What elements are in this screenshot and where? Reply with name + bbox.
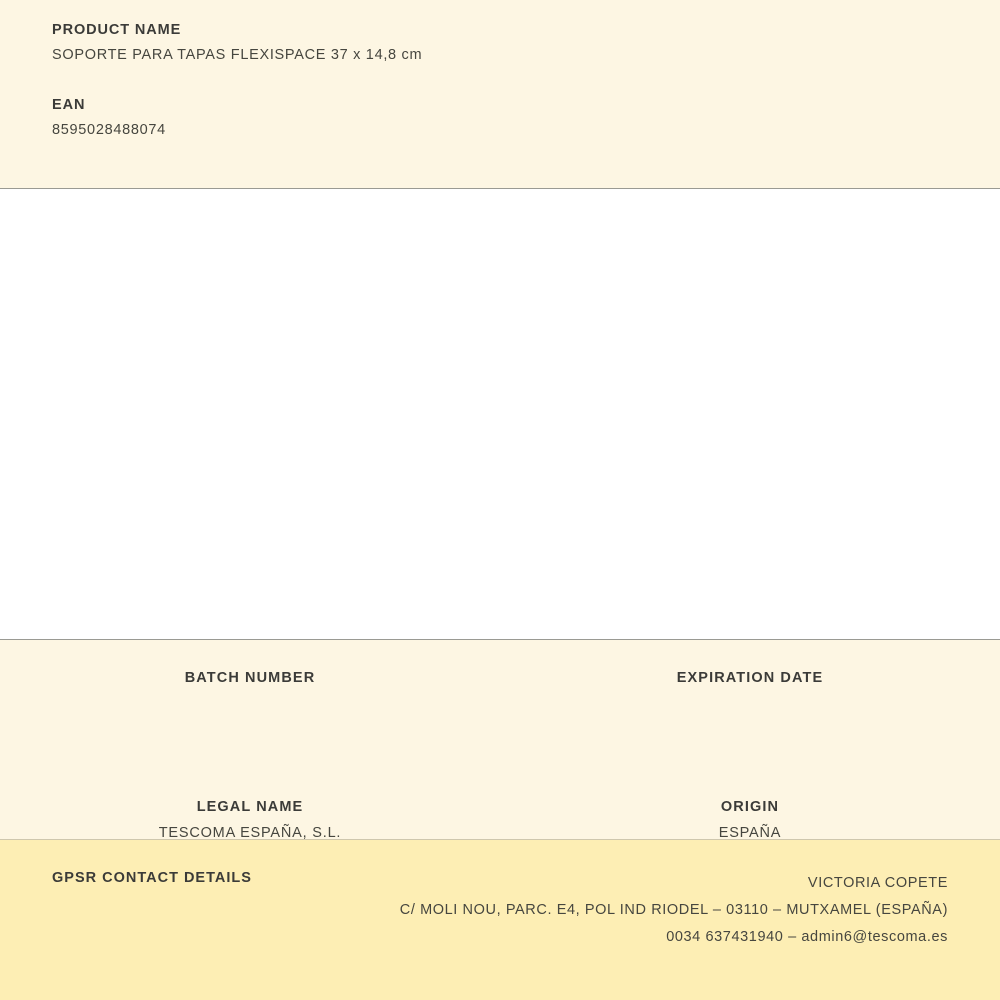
- ean-value: 8595028488074: [52, 122, 166, 138]
- origin-field: [500, 799, 1000, 842]
- expiration-date-label: EXPIRATION DATE: [676, 670, 824, 686]
- product-info-section: [0, 0, 1000, 189]
- product-name-label: PRODUCT NAME: [52, 22, 182, 38]
- expiration-date-field: [500, 670, 1000, 709]
- batch-number-field: [0, 670, 500, 709]
- legal-name-value: TESCOMA ESPAÑA, S.L.: [158, 825, 342, 841]
- gpsr-contact-label: GPSR CONTACT DETAILS: [52, 870, 252, 886]
- ean-label: EAN: [52, 97, 86, 113]
- info-row-batch: [0, 640, 1000, 709]
- origin-label: ORIGIN: [720, 799, 780, 815]
- batch-legal-info-section: [0, 640, 1000, 840]
- legal-name-field: [0, 799, 500, 842]
- expiration-date-value: [500, 692, 1000, 709]
- product-name-field: [52, 22, 948, 63]
- batch-number-value: [0, 692, 500, 709]
- origin-value: ESPAÑA: [718, 825, 782, 841]
- ean-field: [52, 97, 948, 138]
- product-image-area: [0, 189, 1000, 640]
- info-row-legal: [0, 769, 1000, 842]
- gpsr-contact-phone-email: 0034 637431940 – admin6@tescoma.es: [666, 929, 948, 945]
- gpsr-contact-address: C/ MOLI NOU, PARC. E4, POL IND RIODEL – 03110 – MUTXAMEL (ESPAÑA): [399, 902, 948, 918]
- gpsr-footer-section: [0, 840, 1000, 1000]
- batch-number-label: BATCH NUMBER: [184, 670, 316, 686]
- product-name-value: SOPORTE PARA TAPAS FLEXISPACE 37 x 14,8 cm: [52, 47, 423, 63]
- gpsr-contact-name: VICTORIA COPETE: [807, 875, 948, 891]
- legal-name-label: LEGAL NAME: [196, 799, 304, 815]
- gpsr-contact-details: [400, 870, 948, 951]
